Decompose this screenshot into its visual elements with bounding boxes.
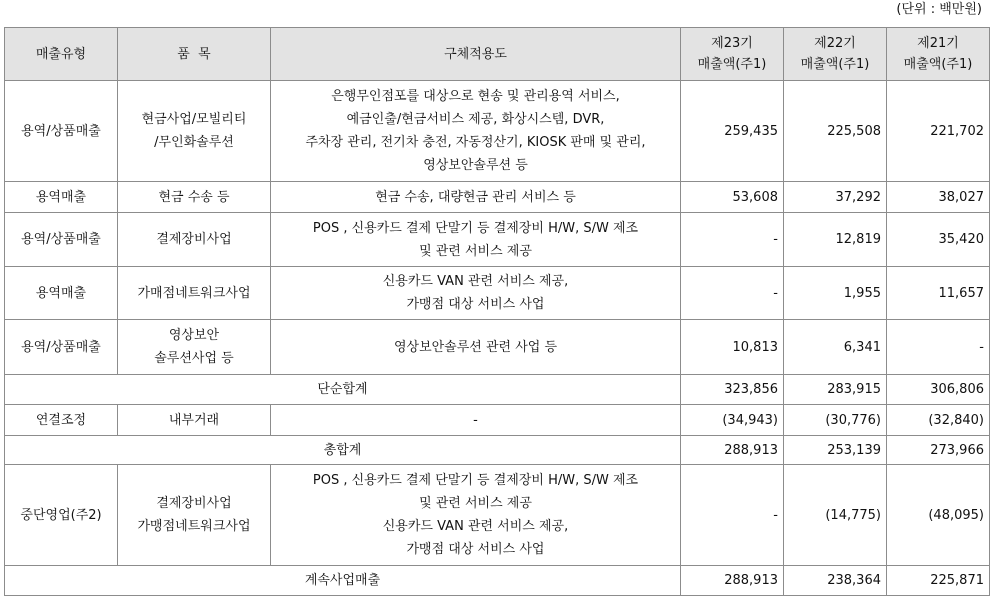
consolidation-y23: (34,943) — [681, 405, 784, 436]
continuing-row — [5, 566, 990, 596]
row-usage — [271, 81, 681, 182]
row-y22: 225,508 — [784, 81, 887, 182]
row-usage-line: 주차장 관리, 전기차 충전, 자동정산기, KIOSK 판매 및 관리, — [305, 135, 646, 150]
header-y22-title: 제22기 — [814, 36, 856, 51]
discontinued-y21: (48,095) — [887, 465, 990, 566]
discontinued-usage-line: 신용카드 VAN 관련 서비스 제공, — [382, 519, 569, 534]
header-y21-title: 제21기 — [917, 36, 959, 51]
header-y22-sub: 매출액(주1) — [800, 57, 870, 72]
unit-label: (단위 : 백만원) — [896, 2, 982, 17]
discontinued-item — [118, 465, 271, 566]
row-item — [118, 81, 271, 182]
header-type: 매출유형 — [5, 28, 118, 81]
row-item-line: 영상보안 — [168, 328, 220, 343]
row-usage-line: POS , 신용카드 결제 단말기 등 결제장비 H/W, S/W 제조 — [312, 220, 639, 236]
table-row — [5, 267, 990, 320]
row-y23: - — [681, 267, 784, 320]
consolidation-item: 내부거래 — [118, 405, 271, 436]
consolidation-usage: - — [271, 405, 681, 436]
row-y21: 221,702 — [887, 81, 990, 182]
row-item-line: 현금사업/모빌리티 — [141, 112, 247, 127]
row-item-line: /무인화솔루션 — [154, 135, 234, 150]
row-item-line: 솔루션사업 등 — [154, 351, 234, 366]
row-item: 가매점네트워크사업 — [118, 267, 271, 320]
row-type: 용역/상품매출 — [5, 81, 118, 182]
row-type: 용역매출 — [5, 267, 118, 320]
table-row — [5, 81, 990, 182]
row-usage-line: 가맹점 대상 서비스 사업 — [406, 297, 545, 312]
total-y22: 253,139 — [784, 436, 887, 465]
header-y21-sub: 매출액(주1) — [903, 57, 973, 72]
discontinued-usage — [271, 465, 681, 566]
consolidation-row — [5, 405, 990, 436]
row-y21: - — [887, 320, 990, 375]
consolidation-y22: (30,776) — [784, 405, 887, 436]
consolidation-y21: (32,840) — [887, 405, 990, 436]
row-usage-line: 신용카드 VAN 관련 서비스 제공, — [382, 274, 569, 289]
discontinued-y22: (14,775) — [784, 465, 887, 566]
total-y23: 288,913 — [681, 436, 784, 465]
header-y21 — [887, 28, 990, 81]
row-usage-line: 은행무인점포를 대상으로 현송 및 관리용역 서비스, — [331, 89, 620, 104]
row-y23: 10,813 — [681, 320, 784, 375]
row-y21: 38,027 — [887, 182, 990, 213]
table-row — [5, 182, 990, 213]
row-type: 용역/상품매출 — [5, 320, 118, 375]
row-y23: 259,435 — [681, 81, 784, 182]
table-row — [5, 213, 990, 267]
total-row — [5, 436, 990, 465]
discontinued-item-line: 가맹점네트워크사업 — [137, 519, 251, 534]
header-item: 품 목 — [118, 28, 271, 81]
subtotal-y21: 306,806 — [887, 375, 990, 405]
total-y21: 273,966 — [887, 436, 990, 465]
row-usage-line: 예금인출/현금서비스 제공, 화상시스템, DVR, — [346, 112, 605, 127]
row-usage-line: 영상보안솔루션 등 — [423, 158, 528, 173]
discontinued-y23: - — [681, 465, 784, 566]
subtotal-label: 단순합계 — [5, 375, 681, 405]
row-y22: 1,955 — [784, 267, 887, 320]
row-y22: 12,819 — [784, 213, 887, 267]
row-usage — [271, 267, 681, 320]
continuing-label: 계속사업매출 — [5, 566, 681, 596]
header-y23 — [681, 28, 784, 81]
continuing-y23: 288,913 — [681, 566, 784, 596]
row-type: 용역/상품매출 — [5, 213, 118, 267]
sales-table — [4, 27, 990, 596]
discontinued-row — [5, 465, 990, 566]
subtotal-y22: 283,915 — [784, 375, 887, 405]
discontinued-usage-line: 및 관련 서비스 제공 — [419, 496, 532, 511]
subtotal-y23: 323,856 — [681, 375, 784, 405]
row-y23: - — [681, 213, 784, 267]
discontinued-item-line: 결제장비사업 — [156, 496, 232, 511]
row-y21: 11,657 — [887, 267, 990, 320]
continuing-y22: 238,364 — [784, 566, 887, 596]
row-item: 현금 수송 등 — [118, 182, 271, 213]
discontinued-usage-line: POS , 신용카드 결제 단말기 등 결제장비 H/W, S/W 제조 — [312, 473, 639, 488]
header-y23-title: 제23기 — [711, 36, 753, 51]
row-type: 용역매출 — [5, 182, 118, 213]
consolidation-type: 연결조정 — [5, 405, 118, 436]
row-y22: 6,341 — [784, 320, 887, 375]
header-y22 — [784, 28, 887, 81]
row-y23: 53,608 — [681, 182, 784, 213]
row-usage: 영상보안솔루션 관련 사업 등 — [271, 320, 681, 375]
header-usage: 구체적용도 — [271, 28, 681, 81]
header-y23-sub: 매출액(주1) — [697, 57, 767, 72]
table-row — [5, 320, 990, 375]
continuing-y21: 225,871 — [887, 566, 990, 596]
subtotal-row — [5, 375, 990, 405]
row-item: 결제장비사업 — [118, 213, 271, 267]
discontinued-type: 중단영업(주2) — [5, 465, 118, 566]
row-usage-line: 및 관련 서비스 제공 — [419, 243, 532, 259]
total-label: 총합계 — [5, 436, 681, 465]
row-y22: 37,292 — [784, 182, 887, 213]
row-usage — [271, 213, 681, 267]
discontinued-usage-line: 가맹점 대상 서비스 사업 — [406, 542, 545, 557]
header-row — [5, 28, 990, 81]
row-usage: 현금 수송, 대량현금 관리 서비스 등 — [271, 182, 681, 213]
row-y21: 35,420 — [887, 213, 990, 267]
row-item — [118, 320, 271, 375]
